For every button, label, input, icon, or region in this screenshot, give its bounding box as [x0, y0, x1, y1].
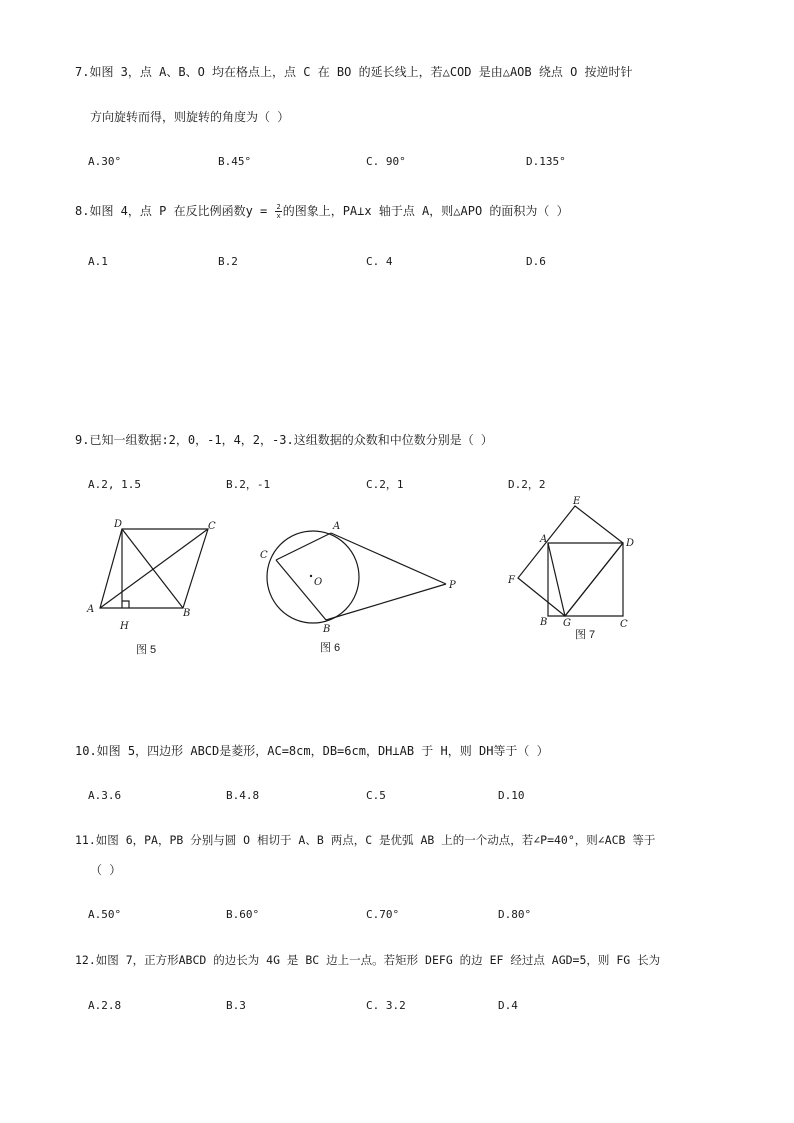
fig5-label-b: B [183, 608, 191, 619]
q11-option-a: A.50° [88, 908, 122, 921]
fig6-label-c: C [260, 550, 268, 561]
q10-option-b: B.4.8 [226, 789, 260, 802]
q8-stem [75, 203, 569, 220]
q10-stem: 10.如图 5，四边形 ABCD是菱形，AC=8cm，DB=6cm，DH⊥AB 于 H，则 DH等于（ ） [75, 744, 549, 758]
figure-5-caption: 图 5 [136, 644, 157, 656]
square-abcd [548, 543, 623, 616]
q8-stem-prefix: 8.如图 4，点 P 在反比例函数y = [75, 204, 275, 218]
q9-stem: 9.已知一组数据:2，0，-1，4，2，-3.这组数据的众数和中位数分别是（ ） [75, 433, 493, 447]
fig7-label-e: E [573, 496, 581, 507]
q11-option-c: C.70° [366, 908, 400, 921]
figure-6-circle-tangents [255, 515, 460, 637]
right-angle-mark [122, 601, 129, 608]
q10-option-c: C.5 [366, 789, 386, 802]
q8-fraction [275, 203, 281, 220]
fig7-label-c: C [620, 619, 628, 630]
q7-option-b: B.45° [218, 155, 252, 168]
figure-6-drawing [255, 515, 460, 637]
q11-stem: 11.如图 6，PA，PB 分别与圆 O 相切于 A、B 两点，C 是优弧 AB 上的一个动点，若∠P=40°，则∠ACB 等于 [75, 833, 656, 847]
q10-option-d: D.10 [498, 789, 525, 802]
center-point-o [310, 575, 312, 577]
q8-option-b: B.2 [218, 255, 238, 268]
fig7-label-a: A [540, 534, 548, 545]
figure-5-rhombus [80, 512, 230, 632]
figure-7-square-rectangle [505, 494, 650, 634]
fig5-label-c: C [208, 521, 216, 532]
q9-option-c: C.2，1 [366, 478, 404, 491]
q7-stem: 7.如图 3，点 A、B、O 均在格点上，点 C 在 BO 的延长线上，若△COD 是由△AOB 绕点 O 按逆时针 [75, 65, 633, 79]
q12-option-c: C. 3.2 [366, 999, 406, 1012]
q8-stem-suffix: 的图象上，PA⊥x 轴于点 A，则△APO 的面积为（ ） [282, 204, 569, 218]
segment-gd [565, 543, 623, 616]
q12-option-d: D.4 [498, 999, 518, 1012]
fig5-label-a: A [87, 604, 95, 615]
q7-option-c: C. 90° [366, 155, 406, 168]
q12-stem: 12.如图 7，正方形ABCD 的边长为 4G 是 BC 边上一点。若矩形 DEFG 的边 EF 经过点 AGD=5，则 FG 长为 [75, 953, 661, 967]
q9-option-a: A.2, 1.5 [88, 478, 141, 491]
q8-fraction-denominator: x [276, 212, 281, 220]
fig6-label-b: B [323, 624, 331, 635]
diagonal-db [122, 529, 183, 608]
fig7-label-f: F [508, 575, 515, 586]
q12-option-b: B.3 [226, 999, 246, 1012]
fig6-label-p: P [449, 580, 456, 591]
fig6-label-a: A [333, 521, 341, 532]
tangent-pb [326, 584, 446, 620]
chord-ca [276, 533, 331, 560]
q11-option-b: B.60° [226, 908, 260, 921]
fig7-label-g: G [563, 618, 571, 629]
diagonal-ac [100, 529, 208, 608]
figure-5-drawing [80, 512, 230, 632]
circle-o [267, 531, 359, 623]
q11-stem-cont: （ ） [90, 863, 122, 877]
figure-7-caption: 图 7 [575, 629, 596, 641]
fig7-label-b: B [540, 617, 548, 628]
tangent-pa [331, 533, 446, 584]
fig5-label-d: D [114, 519, 123, 530]
chord-cb [276, 560, 326, 620]
q7-option-d: D.135° [526, 155, 566, 168]
fig7-label-d: D [626, 538, 635, 549]
q10-option-a: A.3.6 [88, 789, 122, 802]
q9-option-b: B.2，-1 [226, 478, 271, 491]
q8-option-d: D.6 [526, 255, 546, 268]
q8-option-a: A.1 [88, 255, 108, 268]
q8-fraction-numerator: 2 [276, 203, 281, 211]
fig6-label-o: O [314, 577, 323, 588]
fig5-label-h: H [120, 621, 129, 632]
q8-option-c: C. 4 [366, 255, 393, 268]
figure-7-drawing [505, 494, 650, 634]
q7-stem-cont: 方向旋转而得，则旋转的角度为（ ） [90, 110, 290, 124]
q12-option-a: A.2.8 [88, 999, 122, 1012]
q9-option-d: D.2，2 [508, 478, 546, 491]
q11-option-d: D.80° [498, 908, 532, 921]
figure-6-caption: 图 6 [320, 642, 341, 654]
rectangle-defg [518, 506, 623, 616]
q7-option-a: A.30° [88, 155, 122, 168]
